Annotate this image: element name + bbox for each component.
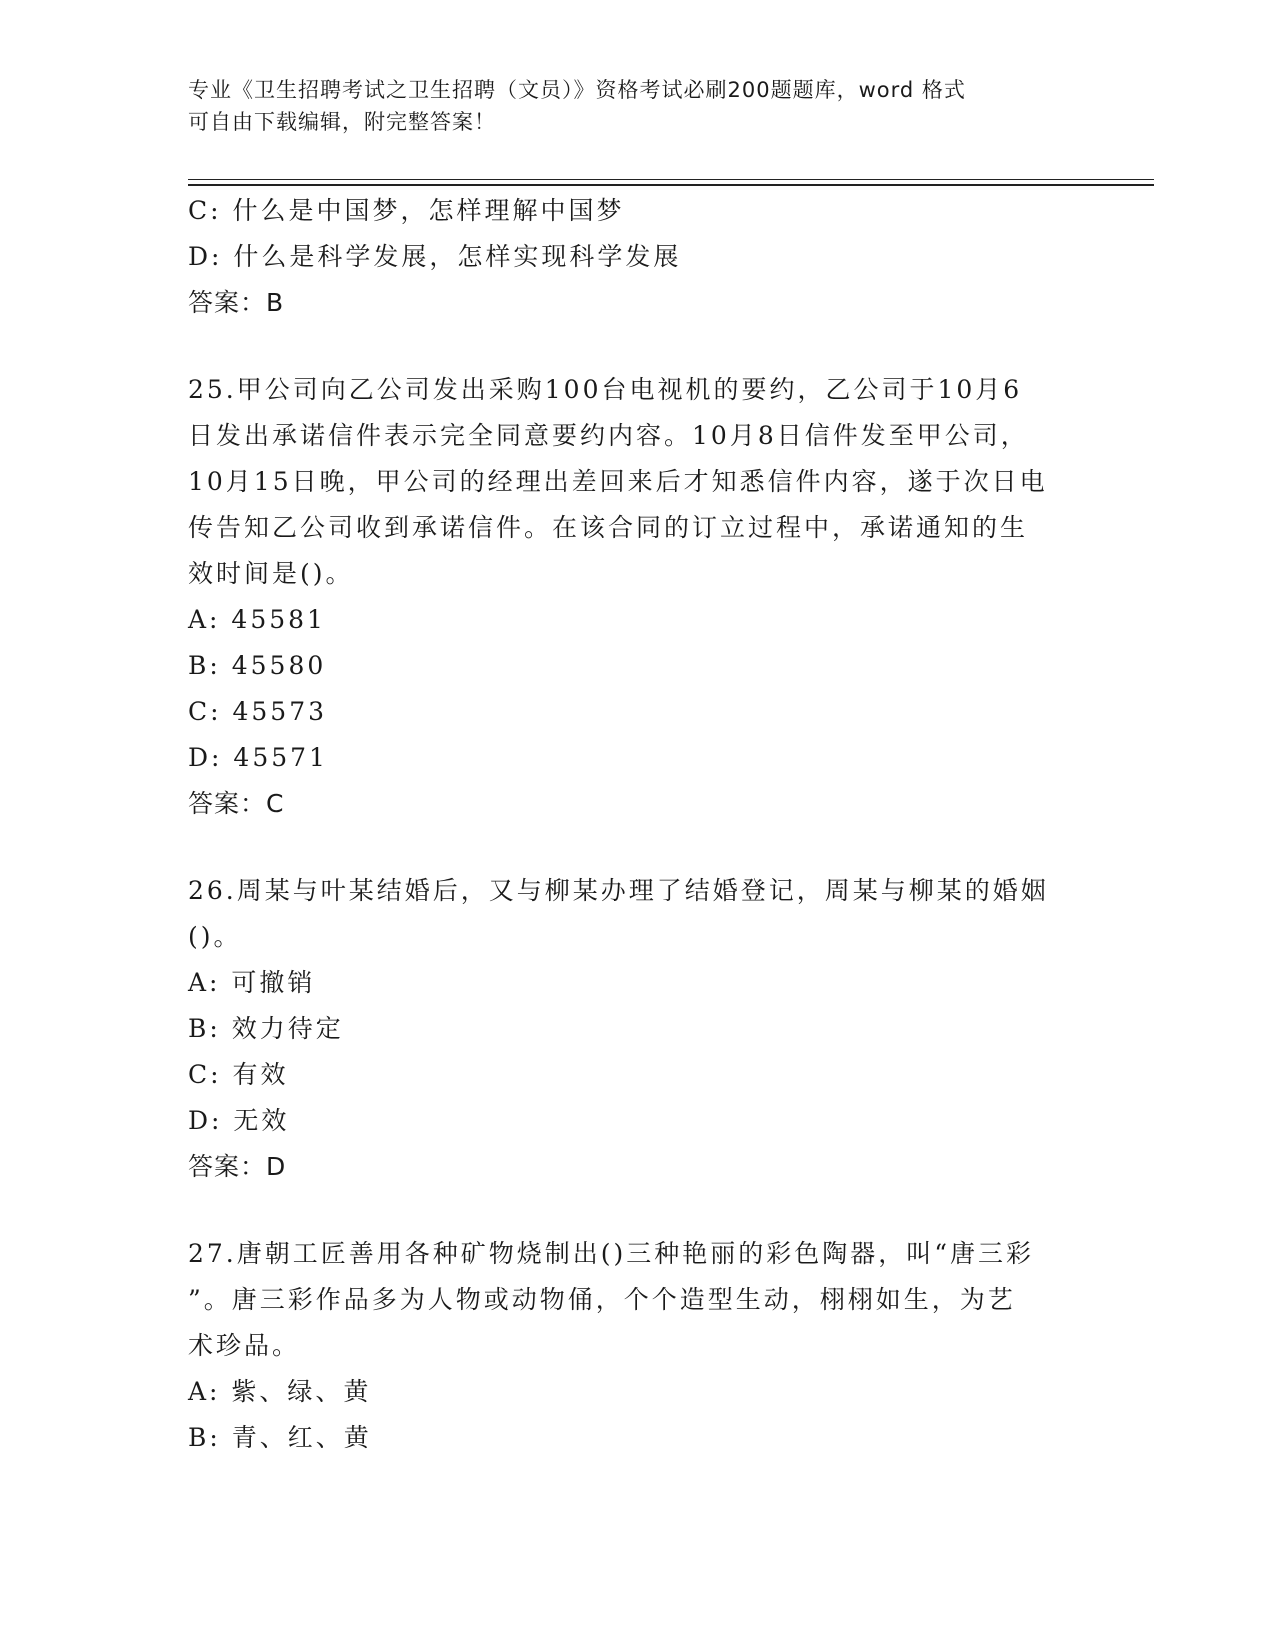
question-text-line: 25.甲公司向乙公司发出采购100台电视机的要约，乙公司于10月6 xyxy=(188,375,1023,404)
question-text-line: 26.周某与叶某结婚后，又与柳某办理了结婚登记，周某与柳某的婚姻 xyxy=(188,876,1049,905)
question-25 xyxy=(188,367,1088,827)
question-27 xyxy=(188,1231,1088,1461)
option-b: B: 45580 xyxy=(188,651,327,680)
header-rule-thick xyxy=(188,184,1154,186)
header-rule-thin xyxy=(188,179,1154,180)
option-b: B: 青、红、黄 xyxy=(188,1423,372,1452)
document-body xyxy=(188,188,1088,1461)
answer-line: 答案：D xyxy=(188,1152,287,1181)
question-text-line: 传告知乙公司收到承诺信件。在该合同的订立过程中，承诺通知的生 xyxy=(188,513,1029,542)
option-c: C: 有效 xyxy=(188,1060,289,1089)
header-line-1: 专业《卫生招聘考试之卫生招聘（文员）》资格考试必刷200题题库，word 格式 xyxy=(188,78,966,102)
option-d: D: 45571 xyxy=(188,743,328,772)
question-text-line: 27.唐朝工匠善用各种矿物烧制出()三种艳丽的彩色陶器，叫“唐三彩 xyxy=(188,1239,1035,1268)
option-a: A: 紫、绿、黄 xyxy=(188,1377,372,1406)
question-text-line: 术珍品。 xyxy=(188,1331,301,1360)
option-a: A: 45581 xyxy=(188,605,326,634)
option-b: B: 效力待定 xyxy=(188,1014,344,1043)
question-text-line: 日发出承诺信件表示完全同意要约内容。10月8日信件发至甲公司， xyxy=(188,421,1029,450)
document-header xyxy=(188,74,1088,138)
option-d: D: 无效 xyxy=(188,1106,290,1135)
option-a: A: 可撤销 xyxy=(188,968,316,997)
question-text-line: ()。 xyxy=(188,922,242,951)
option-c: C: 45573 xyxy=(188,697,328,726)
answer-line: 答案：B xyxy=(188,288,285,317)
question-text-line: ”。唐三彩作品多为人物或动物俑，个个造型生动，栩栩如生，为艺 xyxy=(188,1285,1016,1314)
option-d: D: 什么是科学发展，怎样实现科学发展 xyxy=(188,242,682,271)
question-text-line: 10月15日晚，甲公司的经理出差回来后才知悉信件内容，遂于次日电 xyxy=(188,467,1048,496)
header-line-2: 可自由下载编辑，附完整答案！ xyxy=(188,110,496,134)
question-26 xyxy=(188,868,1088,1190)
option-c: C: 什么是中国梦，怎样理解中国梦 xyxy=(188,196,625,225)
question-text-line: 效时间是()。 xyxy=(188,559,354,588)
answer-line: 答案：C xyxy=(188,789,285,818)
